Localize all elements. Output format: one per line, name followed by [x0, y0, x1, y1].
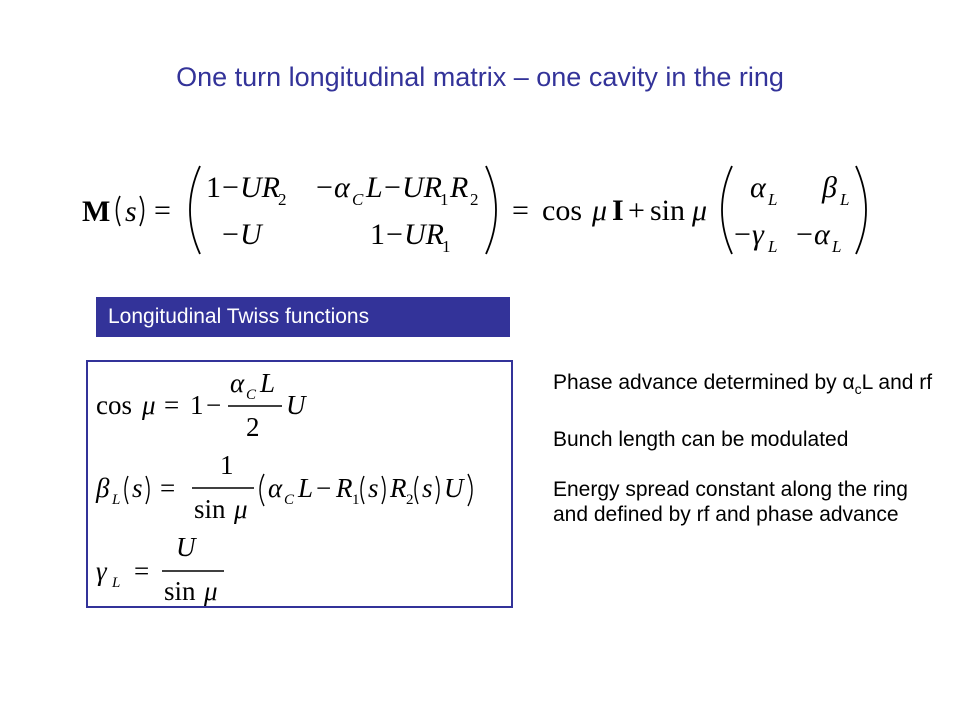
svg-text:−: −	[734, 218, 751, 251]
svg-text:1: 1	[440, 190, 449, 209]
svg-text:α: α	[268, 473, 283, 503]
svg-text:−: −	[316, 171, 333, 204]
svg-text:−: −	[384, 171, 401, 204]
svg-text:U: U	[286, 390, 306, 420]
svg-text:s: s	[125, 195, 137, 228]
alpha-symbol: α	[842, 371, 855, 394]
svg-text:−: −	[796, 218, 813, 251]
svg-text:L: L	[112, 575, 121, 591]
svg-text:C: C	[284, 492, 295, 508]
svg-text:L: L	[768, 190, 778, 209]
svg-text:=: =	[154, 194, 171, 227]
svg-text:β: β	[822, 171, 837, 204]
svg-text:μ: μ	[234, 494, 248, 524]
svg-text:U: U	[444, 473, 464, 503]
svg-text:1: 1	[190, 390, 204, 420]
svg-text:1: 1	[370, 218, 385, 251]
svg-text:R: R	[450, 171, 469, 204]
svg-text:L: L	[768, 237, 778, 256]
gamma-l-formula	[96, 532, 224, 606]
svg-text:UR: UR	[404, 218, 444, 251]
svg-text:β: β	[96, 473, 110, 503]
svg-text:γ: γ	[752, 218, 764, 251]
svg-text:2: 2	[406, 492, 414, 508]
beta-l-formula	[95, 450, 472, 524]
cos-mu-formula	[96, 368, 307, 442]
svg-text:L: L	[298, 473, 314, 503]
svg-text:sin: sin	[194, 494, 226, 524]
note-bunch-length: Bunch length can be modulated	[553, 428, 849, 452]
twiss-formulas	[88, 362, 511, 606]
svg-text:cos: cos	[542, 194, 582, 227]
svg-text:I: I	[612, 194, 624, 227]
svg-text:s: s	[368, 473, 379, 503]
svg-text:2: 2	[246, 412, 260, 442]
alpha-subscript: c	[854, 381, 862, 398]
svg-text:sin: sin	[650, 194, 686, 227]
note-energy-spread: Energy spread constant along the ring and defined by rf and phase advance	[553, 478, 908, 527]
svg-text:2: 2	[278, 190, 287, 209]
svg-text:1: 1	[206, 171, 221, 204]
svg-text:=: =	[512, 194, 529, 227]
svg-text:γ: γ	[96, 556, 107, 586]
svg-text:L: L	[112, 492, 121, 508]
svg-text:−: −	[316, 473, 332, 503]
svg-text:α: α	[230, 368, 245, 398]
twiss-formula-box	[86, 360, 513, 608]
svg-text:α: α	[750, 171, 766, 204]
svg-text:R: R	[336, 473, 353, 503]
one-turn-matrix-equation	[82, 160, 882, 260]
svg-text:R: R	[390, 473, 407, 503]
note-phase-advance: Phase advance determined by $\alpha_cL$ and rf	[553, 371, 933, 398]
svg-text:s: s	[132, 473, 143, 503]
svg-text:L: L	[840, 190, 850, 209]
svg-text:C: C	[246, 387, 257, 403]
svg-text:U: U	[176, 532, 196, 562]
slide-title: One turn longitudinal matrix – one cavity in the ring	[176, 62, 784, 92]
svg-text:−: −	[222, 171, 239, 204]
svg-text:μ: μ	[142, 390, 156, 420]
svg-text:=: =	[164, 390, 180, 420]
svg-text:=: =	[134, 556, 150, 586]
svg-text:1: 1	[352, 492, 360, 508]
svg-text:L: L	[832, 237, 842, 256]
svg-text:cos: cos	[96, 390, 132, 420]
svg-text:1: 1	[220, 450, 234, 480]
svg-text:1: 1	[442, 237, 451, 256]
svg-text:UR: UR	[240, 171, 280, 204]
svg-text:μ: μ	[692, 194, 708, 227]
svg-text:μ: μ	[204, 576, 218, 606]
svg-text:−: −	[206, 390, 222, 420]
svg-text:U: U	[240, 218, 262, 251]
svg-text:s: s	[422, 473, 433, 503]
svg-text:L: L	[260, 368, 276, 398]
svg-text:L: L	[366, 171, 383, 204]
svg-text:α: α	[814, 218, 830, 251]
svg-text:UR: UR	[402, 171, 442, 204]
svg-text:μ: μ	[592, 194, 608, 227]
svg-text:C: C	[352, 190, 364, 209]
svg-text:M: M	[82, 195, 111, 228]
svg-text:+: +	[628, 194, 645, 227]
svg-text:α: α	[334, 171, 350, 204]
svg-text:=: =	[160, 473, 176, 503]
section-label: Longitudinal Twiss functions	[96, 297, 510, 337]
svg-text:sin: sin	[164, 576, 196, 606]
svg-text:−: −	[386, 218, 403, 251]
notes-panel	[553, 370, 933, 527]
svg-text:2: 2	[470, 190, 479, 209]
svg-text:−: −	[222, 218, 239, 251]
